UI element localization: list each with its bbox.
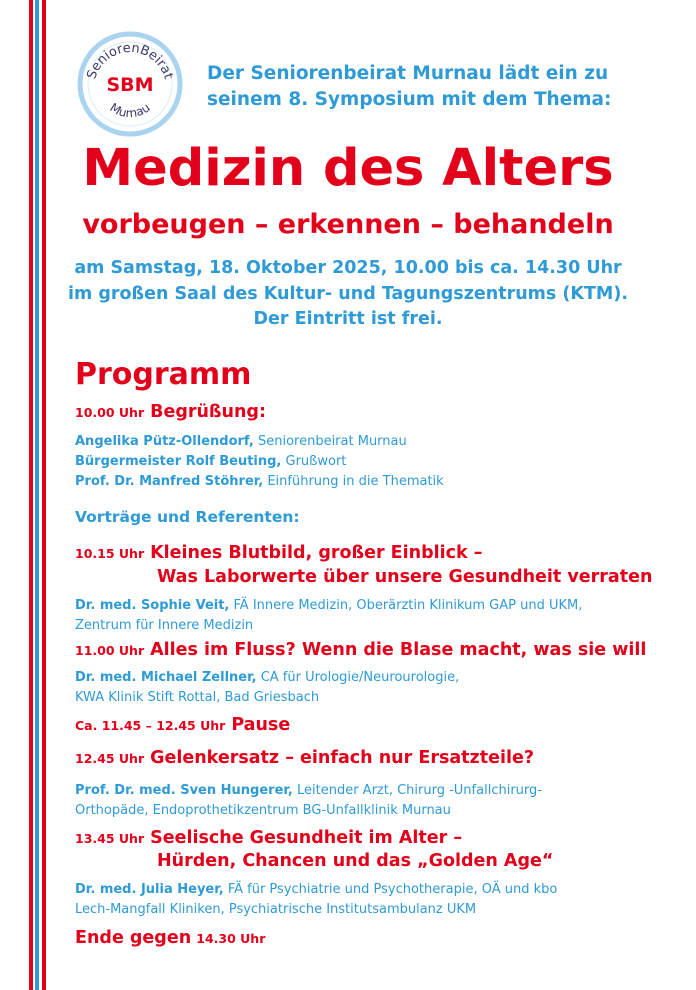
talk-1-speaker: Dr. med. Sophie Veit, FÄ Innere Medizin, Oberärztin Klinikum GAP und UKM, Zentrum für Innere Medizin [75,598,583,633]
logo-center-text: SBM [106,74,154,96]
talk-title: Alles im Fluss? Wenn die Blase macht, was sie will [150,640,647,660]
speaker-line: Bürgermeister Rolf Beuting, Grußwort [75,454,347,469]
talk-2-row [75,640,646,660]
talk-time: 11.00 Uhr [75,643,145,658]
sbm-logo [76,30,184,138]
talk-2-speaker: Dr. med. Michael Zellner, CA für Urologie/Neurourologie, KWA Klinik Stift Rottal, Bad Griesbach [75,670,460,705]
intro-line-2: seinem 8. Symposium mit dem Thema: [207,89,612,110]
talk-time: 13.45 Uhr [75,831,145,846]
event-details [0,256,696,333]
speaker-line: Angelika Pütz-Ollendorf, Seniorenbeirat Murnau [75,434,407,449]
talk-4-title-line-2: Hürden, Chancen und das „Golden Age“ [157,851,554,871]
event-venue: im großen Saal des Kultur- und Tagungszentrums (KTM). [68,283,628,304]
talk-4-speaker: Dr. med. Julia Heyer, FÄ für Psychiatrie und Psychotherapie, OÄ und kbo Lech-Mangfall Kliniken, Psychiatrische Institutsambulanz UKM [75,882,558,917]
program-heading: Programm [75,357,252,392]
welcome-speakers [75,432,675,492]
end-time: 14.30 Uhr [196,931,266,946]
pause-time: Ca. 11.45 – 12.45 Uhr [75,718,226,733]
talk-title: Kleines Blutbild, großer Einblick – [150,543,483,563]
welcome-row [75,402,266,422]
event-date: am Samstag, 18. Oktober 2025, 10.00 bis ca. 14.30 Uhr [74,258,622,278]
talk-1-title-line-2: Was Laborwerte über unsere Gesundheit verraten [157,567,653,587]
talk-4-row [75,828,462,848]
speaker-line: Prof. Dr. Manfred Stöhrer, Einführung in die Thematik [75,474,444,489]
intro-text [207,61,667,113]
end-row [75,928,271,948]
end-label: Ende gegen [75,928,192,948]
event-admission: Der Eintritt ist frei. [253,309,443,329]
talk-time: 10.15 Uhr [75,546,145,561]
pause-row [75,715,290,735]
welcome-time: 10.00 Uhr [75,405,145,420]
talk-time: 12.45 Uhr [75,751,145,766]
welcome-title: Begrüßung: [150,402,266,422]
talk-title: Gelenkersatz – einfach nur Ersatzteile? [150,748,534,768]
logo-bottom-text: Murnau [107,100,153,121]
talk-3-row [75,748,534,768]
talk-title: Seelische Gesundheit im Alter – [150,828,463,848]
logo-top-text: SeniorenBeirat [84,40,176,82]
page-title: Medizin des Alters [82,139,614,198]
talks-section-label: Vorträge und Referenten: [75,508,300,526]
talk-1-row [75,543,482,563]
page-subtitle: vorbeugen – erkennen – behandeln [82,209,614,240]
talk-3-speaker: Prof. Dr. med. Sven Hungerer, Leitender Arzt, Chirurg -Unfallchirurg- Orthopäde, Endoprothetikzentrum BG-Unfallklinik Murnau [75,783,542,818]
intro-line-1: Der Seniorenbeirat Murnau lädt ein zu [207,63,609,84]
pause-title: Pause [231,715,291,735]
